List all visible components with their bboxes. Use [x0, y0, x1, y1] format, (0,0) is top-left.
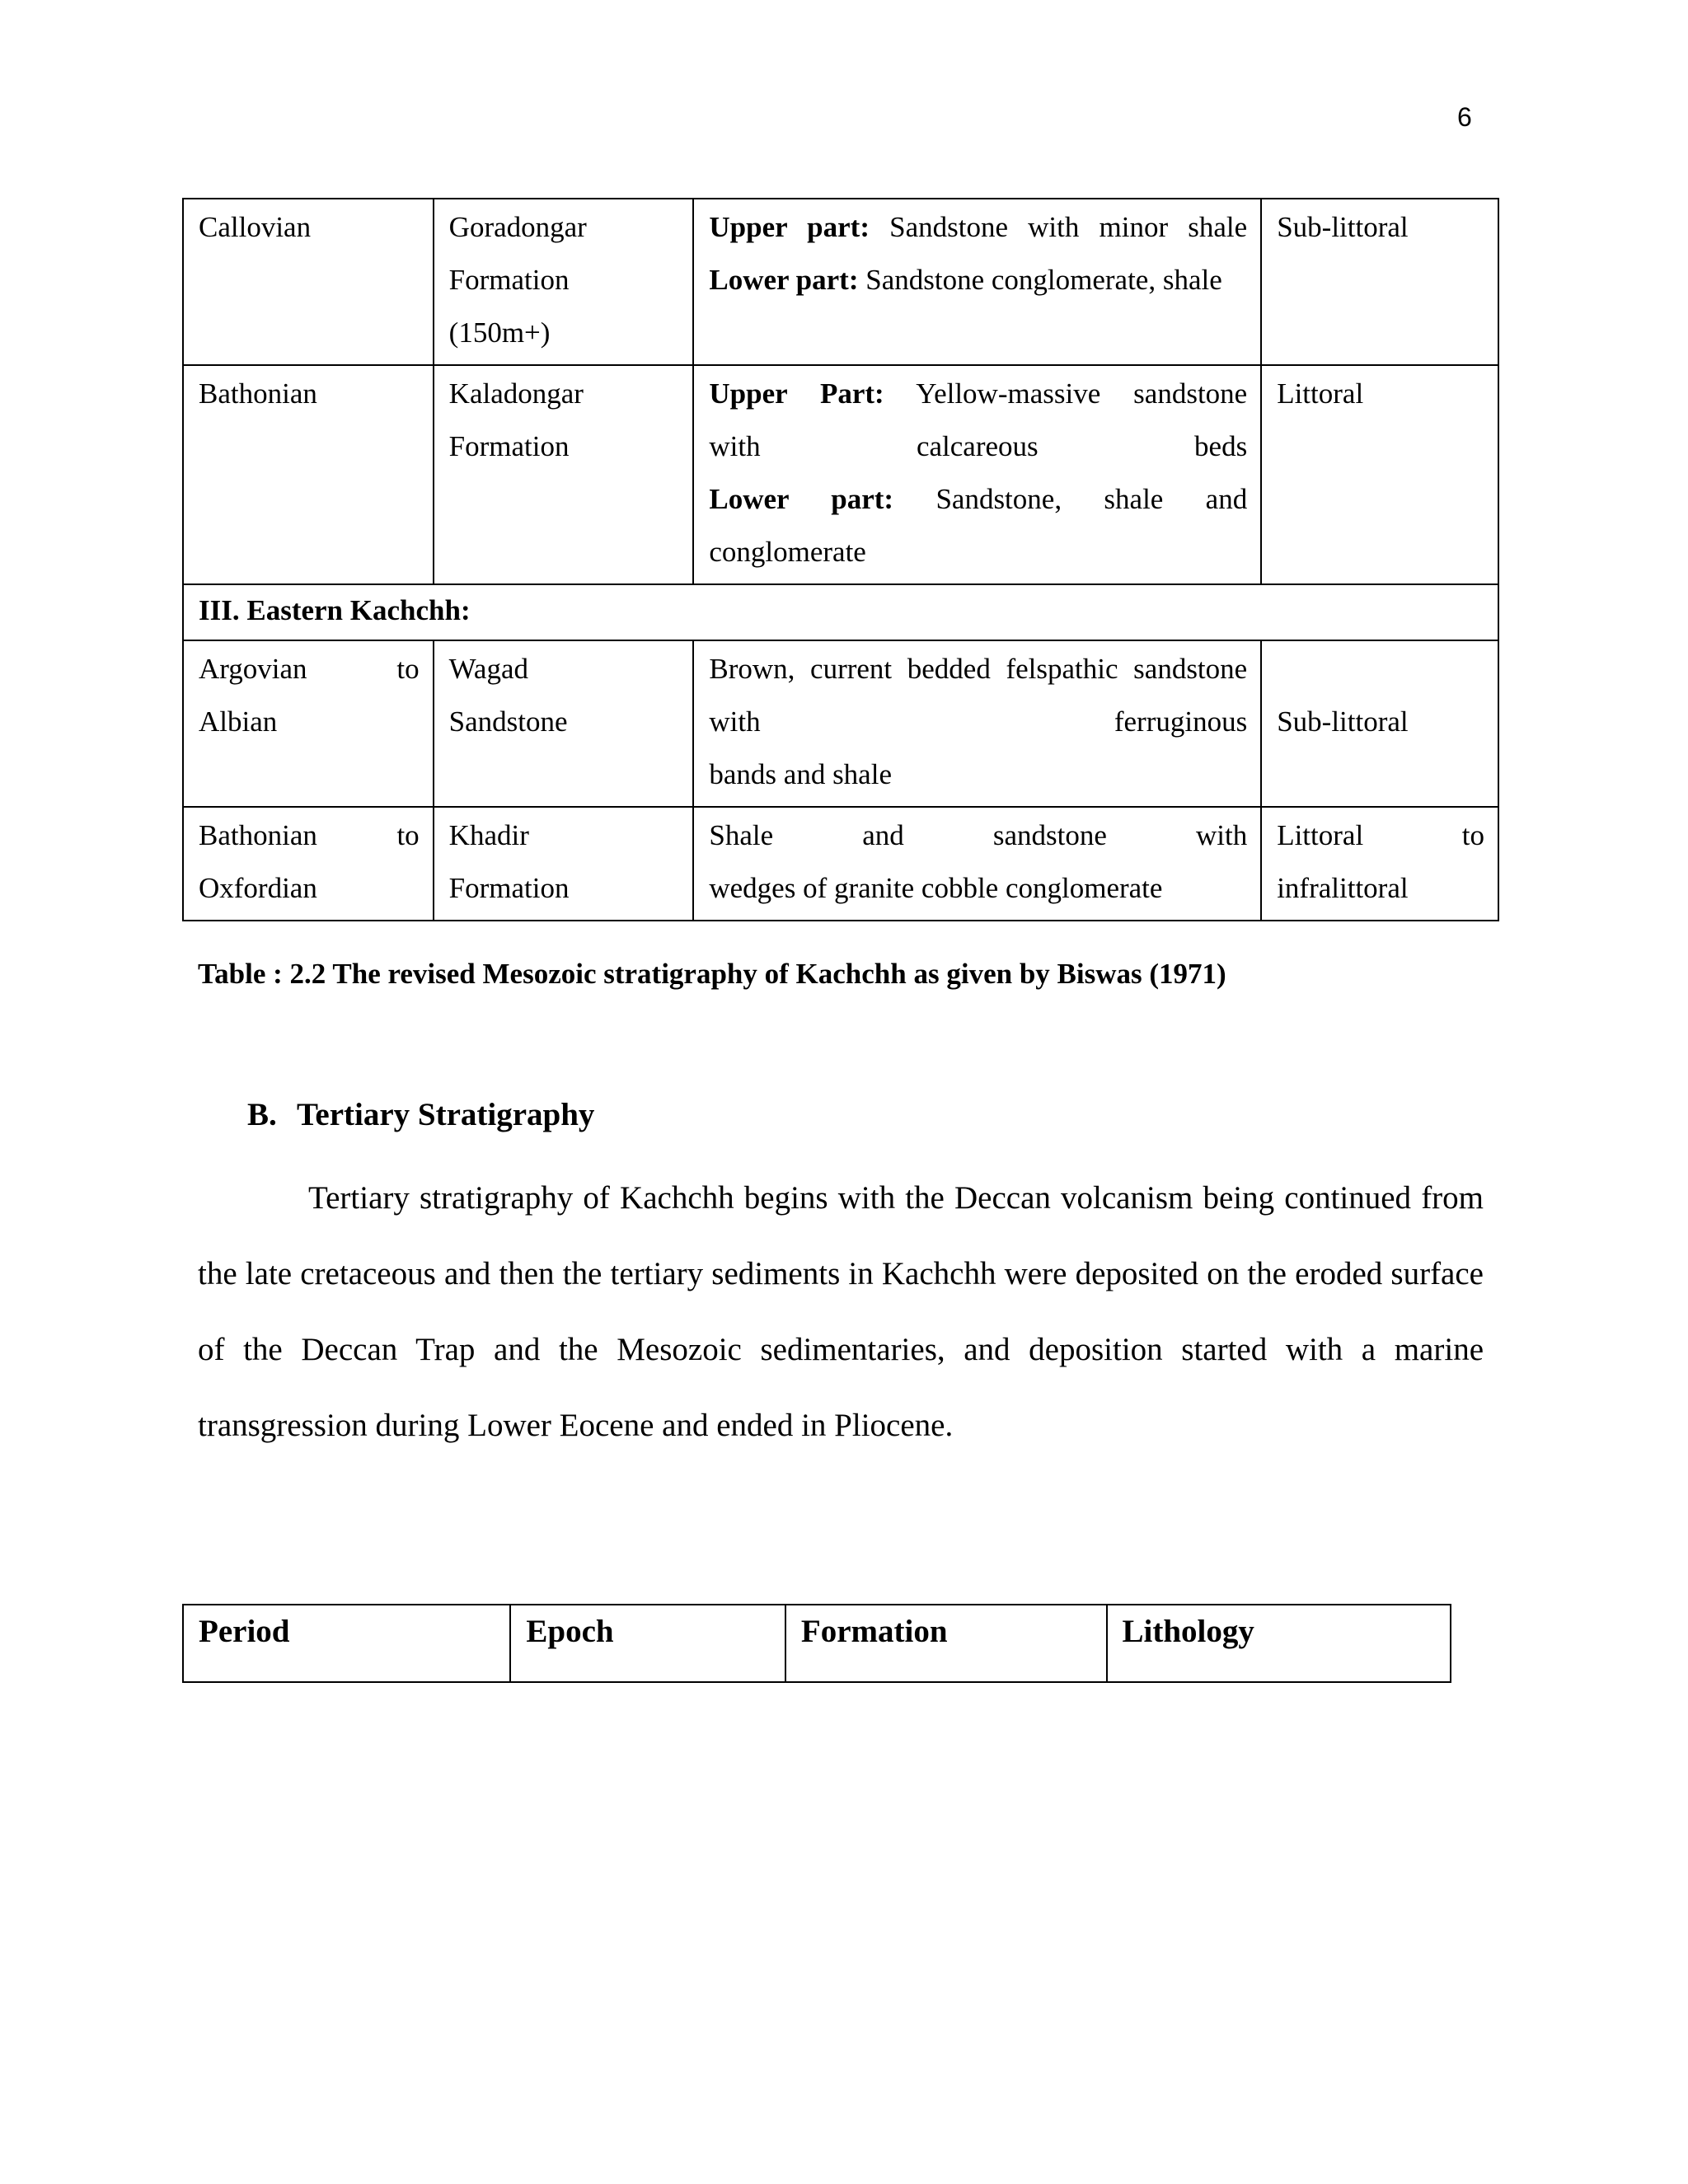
formation-cell: Kaladongar Formation — [434, 365, 694, 584]
section-number: B. — [247, 1097, 277, 1132]
table-row — [183, 807, 1498, 921]
table-row — [183, 640, 1498, 807]
header-period: Period — [183, 1605, 510, 1682]
age-cell: Bathonian to Oxfordian — [183, 807, 434, 921]
table-caption: Table : 2.2 The revised Mesozoic stratigraphy of Kachchh as given by Biswas (1971) — [198, 958, 1226, 990]
formation-cell: Khadir Formation — [434, 807, 694, 921]
environment-cell: Sub-littoral — [1261, 640, 1498, 807]
lithology-cell: Brown, current bedded felspathic sandstone with ferruginous bands and shale — [693, 640, 1261, 807]
header-lithology: Lithology — [1107, 1605, 1451, 1682]
table-section-row — [183, 584, 1498, 640]
age-cell: Argovian to Albian — [183, 640, 434, 807]
section-heading-cell: III. Eastern Kachchh: — [183, 584, 1498, 640]
lithology-cell: Shale and sandstone with wedges of granite cobble conglomerate — [693, 807, 1261, 921]
page-number: 6 — [1457, 102, 1472, 132]
tertiary-stratigraphy-table — [182, 1604, 1451, 1683]
table-row — [183, 199, 1498, 365]
table-row — [183, 365, 1498, 584]
environment-cell: Sub-littoral — [1261, 199, 1498, 365]
header-epoch: Epoch — [510, 1605, 785, 1682]
section-title: Tertiary Stratigraphy — [297, 1097, 595, 1132]
age-cell: Callovian — [183, 199, 434, 365]
age-cell: Bathonian — [183, 365, 434, 584]
header-formation: Formation — [785, 1605, 1107, 1682]
mesozoic-stratigraphy-table — [182, 198, 1499, 921]
table-header-row — [183, 1605, 1451, 1682]
formation-cell: Goradongar Formation (150m+) — [434, 199, 694, 365]
formation-cell: Wagad Sandstone — [434, 640, 694, 807]
lithology-cell: Upper part: Sandstone with minor shale Lower part: Sandstone conglomerate, shale — [693, 199, 1261, 365]
lithology-cell: Upper Part: Yellow-massive sandstone with calcareous beds Lower part: Sandstone, shale and conglomerate — [693, 365, 1261, 584]
section-heading — [247, 1096, 594, 1133]
body-paragraph: Tertiary stratigraphy of Kachchh begins with the Deccan volcanism being continued from the late cretaceous and then the tertiary sediments in Kachchh were deposited on the eroded surface of the Deccan Trap and the Mesozoic sedimentaries, and deposition started with a marine transgression during Lower Eocene and ended in Pliocene. — [198, 1180, 1484, 1443]
environment-cell: Littoral — [1261, 365, 1498, 584]
environment-cell: Littoral to infralittoral — [1261, 807, 1498, 921]
